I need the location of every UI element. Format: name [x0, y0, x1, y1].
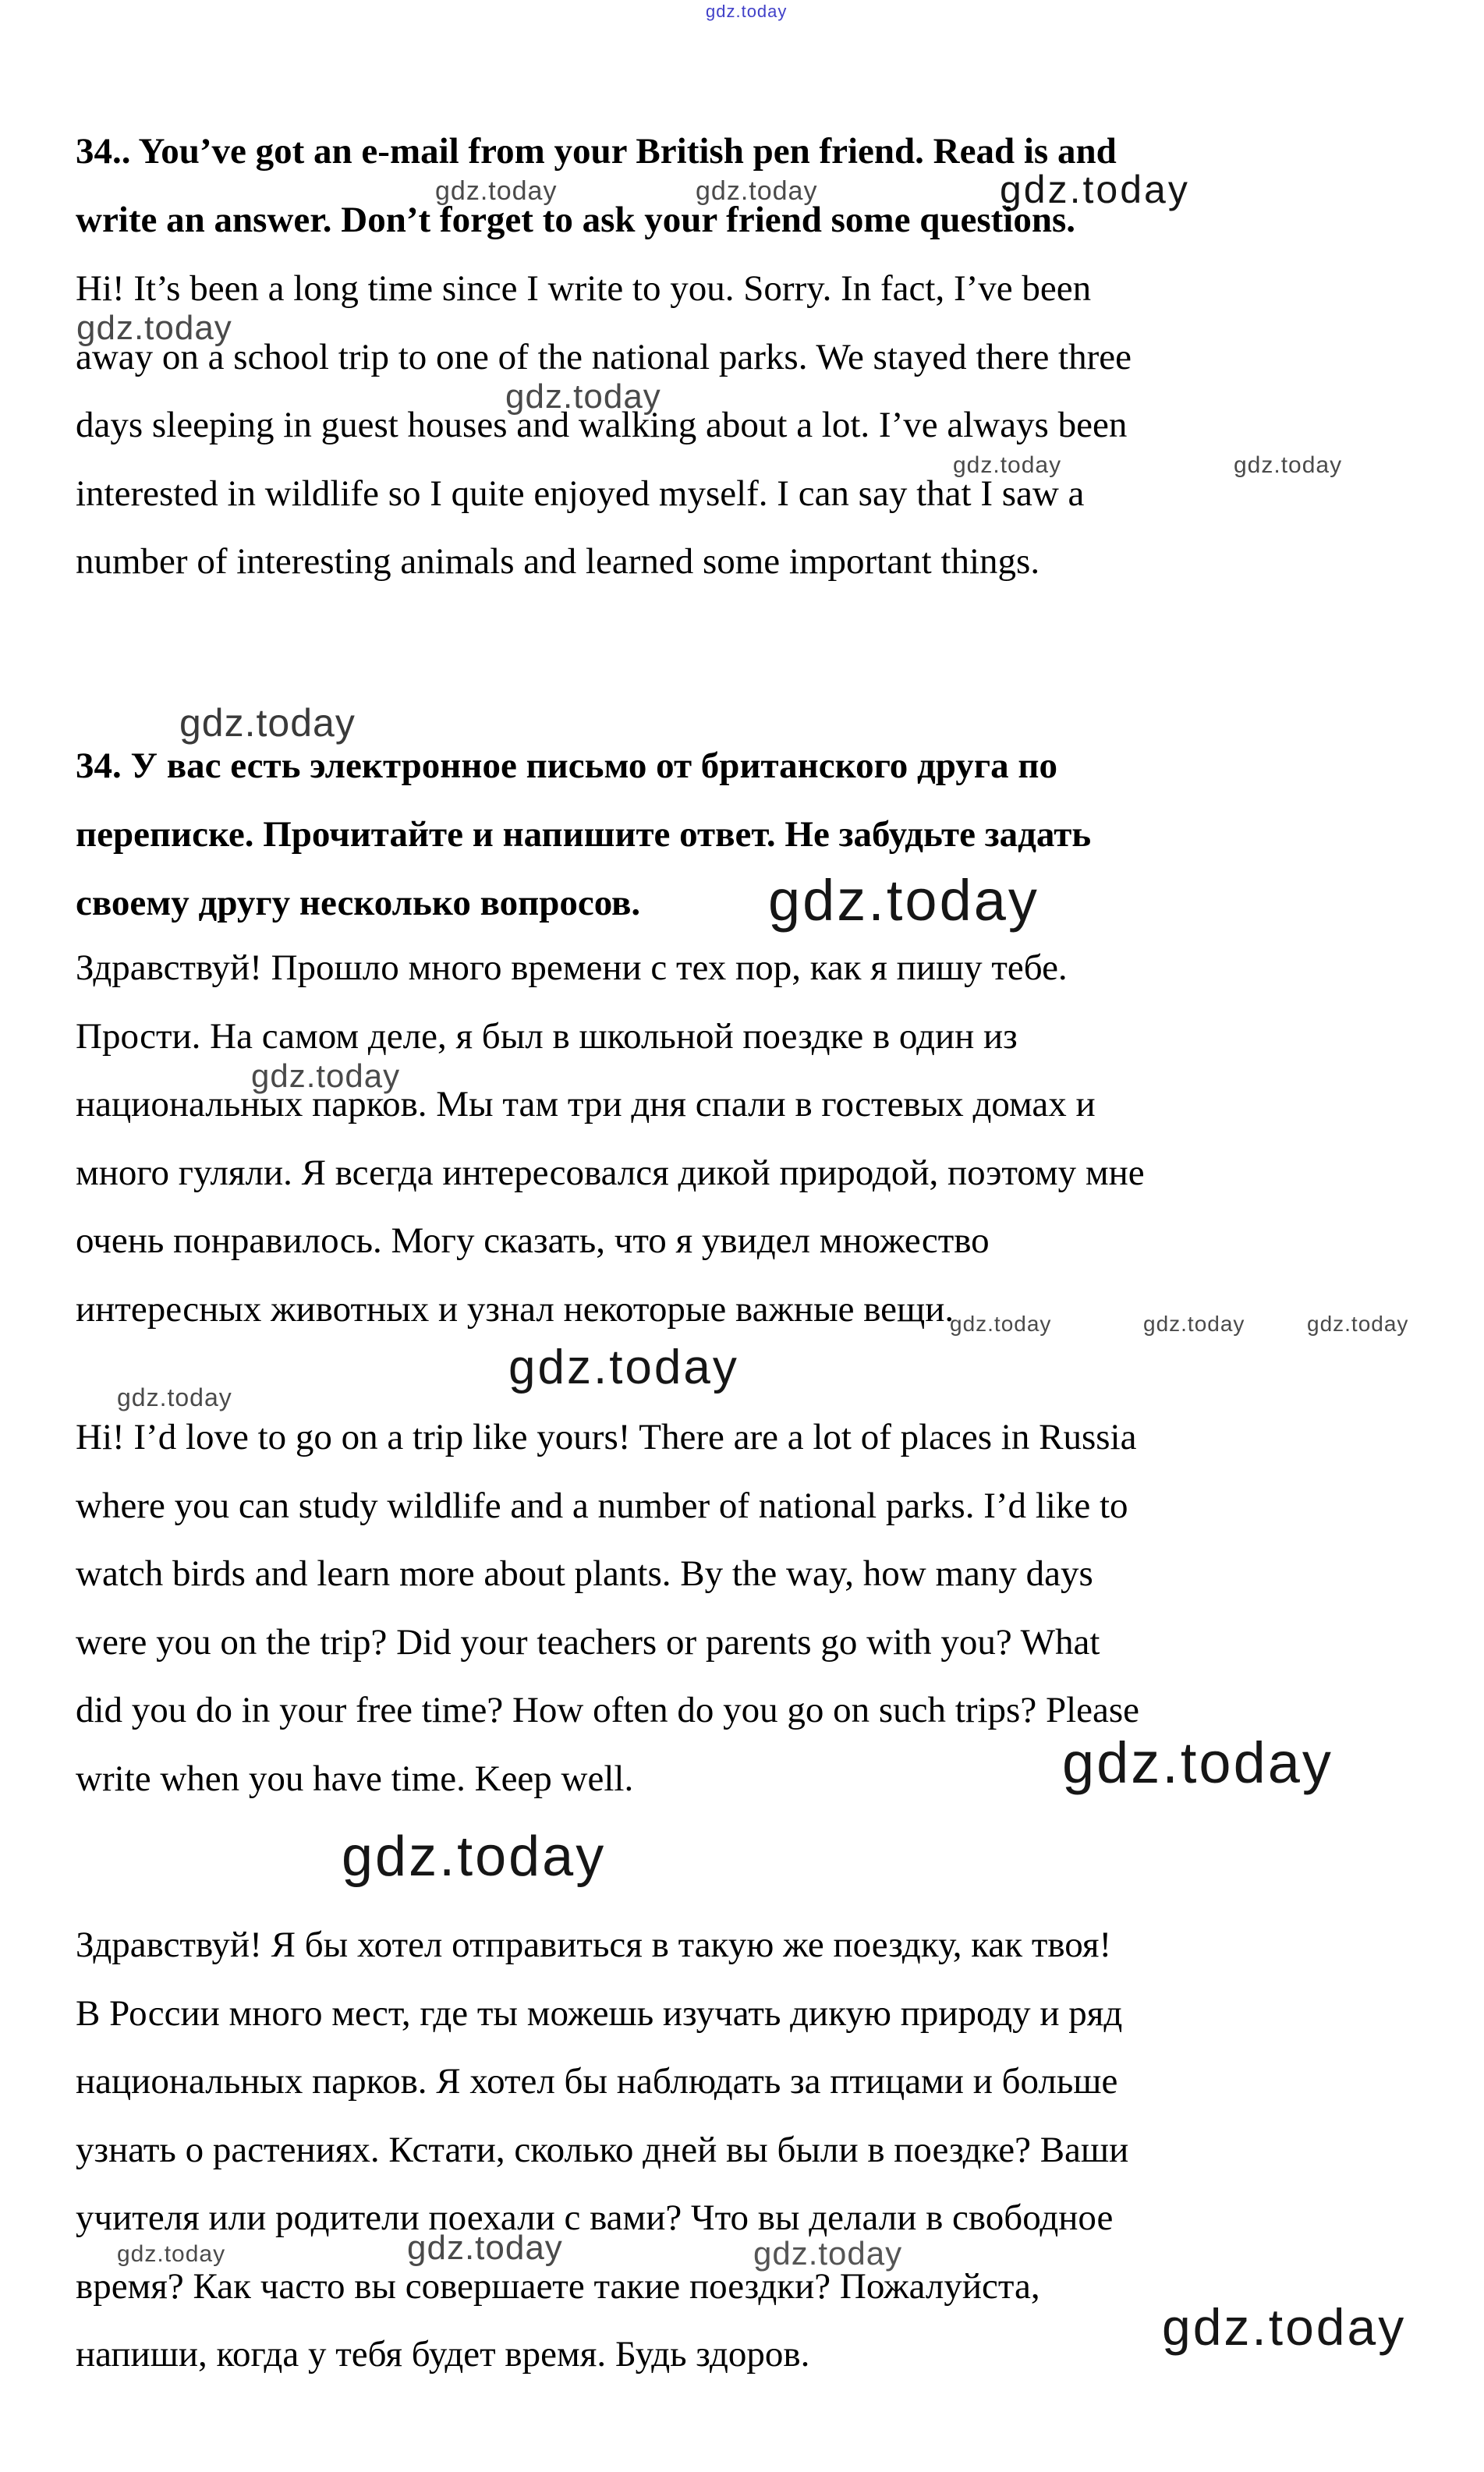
reply-ru-line-6: время? Как часто вы совершаете такие поездки? Пожалуйста,	[76, 2265, 1040, 2307]
watermark-gdz-today: gdz.today	[117, 1383, 232, 1411]
watermark-gdz-today: gdz.today	[1234, 452, 1343, 478]
reply-ru-line-7: напиши, когда у тебя будет время. Будь здоров.	[76, 2334, 810, 2375]
watermark-gdz-today: gdz.today	[179, 701, 356, 745]
watermark-gdz-today: gdz.today	[251, 1057, 401, 1094]
watermark-gdz-today: gdz.today	[950, 1312, 1052, 1336]
watermark-gdz-today: gdz.today	[508, 1340, 739, 1394]
letter-ru-line-4: много гуляли. Я всегда интересовался дикой природой, поэтому мне	[76, 1152, 1145, 1193]
reply-en-line-1: Hi! I’d love to go on a trip like yours! There are a lot of places in Russia	[76, 1417, 1137, 1457]
watermark-gdz-today: gdz.today	[753, 2235, 903, 2272]
watermark-gdz-today: gdz.today	[407, 2229, 563, 2267]
letter-ru-line-5: очень понравилось. Могу сказать, что я увидел множество	[76, 1220, 990, 1261]
watermark-gdz-today: gdz.today	[1062, 1730, 1333, 1795]
letter-ru	[76, 934, 1145, 1344]
letter-en-line-5: number of interesting animals and learned some important things.	[76, 541, 1040, 582]
reply-en-line-6: write when you have time. Keep well.	[76, 1758, 634, 1799]
watermark-gdz-today: gdz.today	[953, 452, 1062, 478]
watermark-gdz-today: gdz.today	[76, 309, 232, 347]
reply-ru-line-4: узнать о растениях. Кстати, сколько дней вы были в поездке? Ваши	[76, 2129, 1129, 2170]
task-heading-ru-line-1: 34. У вас есть электронное письмо от британского друга по	[76, 745, 1057, 786]
watermark-gdz-today: gdz.today	[706, 2, 788, 21]
watermark-gdz-today: gdz.today	[117, 2241, 226, 2267]
reply-en-line-5: did you do in your free time? How often do you go on such trips? Please	[76, 1690, 1140, 1730]
reply-ru-line-5: учителя или родители поехали с вами? Что вы делали в свободное	[76, 2198, 1114, 2238]
watermark-gdz-today: gdz.today	[342, 1826, 607, 1888]
task-heading-en	[76, 117, 1117, 254]
reply-ru-line-3: национальных парков. Я хотел бы наблюдать за птицами и больше	[76, 2061, 1118, 2102]
reply-ru-line-2: В России много мест, где ты можешь изучать дикую природу и ряд	[76, 1992, 1123, 2034]
reply-ru-line-1: Здравствуй! Я бы хотел отправиться в такую же поездку, как твоя!	[76, 1925, 1112, 1965]
watermark-gdz-today: gdz.today	[1162, 2298, 1407, 2356]
letter-ru-line-3: национальных парков. Мы там три дня спали в гостевых домах и	[76, 1084, 1096, 1124]
reply-en-line-2: where you can study wildlife and a number of national parks. I’d like to	[76, 1485, 1128, 1526]
reply-ru	[76, 1911, 1128, 2389]
task-heading-en-line-2: write an answer. Don’t forget to ask your friend some questions.	[76, 200, 1076, 240]
letter-ru-line-6: интересных животных и узнал некоторые важные вещи.	[76, 1288, 955, 1330]
task-heading-ru-line-2: переписке. Прочитайте и напишите ответ. Не забудьте задать	[76, 814, 1092, 855]
letter-en-line-4: interested in wildlife so I quite enjoyed myself. I can say that I saw a	[76, 473, 1085, 514]
watermark-gdz-today: gdz.today	[505, 377, 661, 416]
reply-en-line-4: were you on the trip? Did your teachers or parents go with you? What	[76, 1621, 1100, 1663]
task-heading-ru	[76, 731, 1091, 937]
watermark-gdz-today: gdz.today	[768, 868, 1040, 933]
watermark-gdz-today: gdz.today	[435, 176, 558, 206]
letter-ru-line-2: Прости. На самом деле, я был в школьной поездке в один из	[76, 1015, 1018, 1057]
watermark-gdz-today: gdz.today	[1143, 1312, 1245, 1336]
watermark-gdz-today: gdz.today	[1307, 1312, 1409, 1336]
task-heading-en-line-1: 34.. You’ve got an e-mail from your British pen friend. Read is and	[76, 131, 1117, 172]
letter-en-line-2: away on a school trip to one of the national parks. We stayed there three	[76, 336, 1132, 377]
letter-en-line-1: Hi! It’s been a long time since I write to you. Sorry. In fact, I’ve been	[76, 268, 1092, 309]
letter-en	[76, 255, 1132, 597]
reply-en-line-3: watch birds and learn more about plants. By the way, how many days	[76, 1553, 1093, 1594]
watermark-gdz-today: gdz.today	[696, 176, 818, 206]
reply-en	[76, 1404, 1139, 1813]
letter-ru-line-1: Здравствуй! Прошло много времени с тех пор, как я пишу тебе.	[76, 947, 1068, 988]
task-heading-ru-line-3: своему другу несколько вопросов.	[76, 883, 641, 923]
watermark-gdz-today: gdz.today	[1000, 168, 1190, 211]
letter-en-line-3: days sleeping in guest houses and walking about a lot. I’ve always been	[76, 405, 1128, 445]
